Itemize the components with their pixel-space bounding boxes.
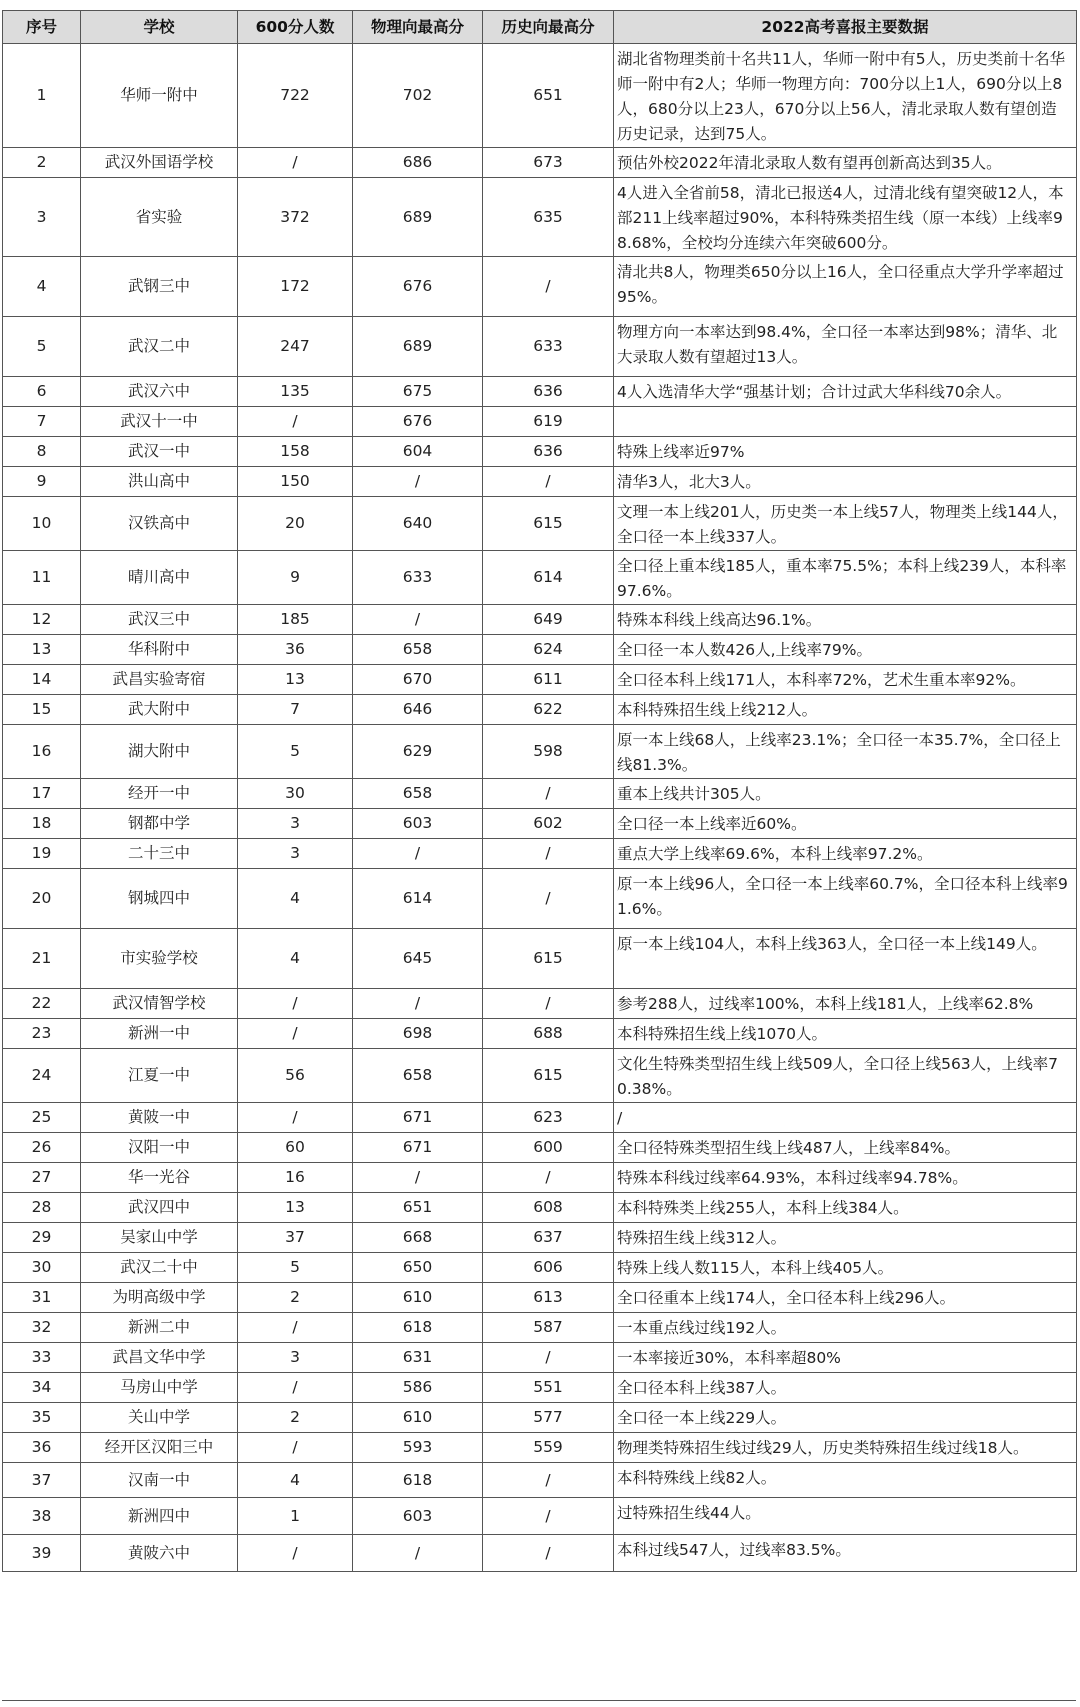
cell-highlights: 全口径上重本线185人，重本率75.5%；本科上线239人，本科率97.6%。 (614, 551, 1077, 605)
cell-600-count: 3 (238, 1343, 353, 1373)
cell-index: 20 (3, 869, 81, 929)
cell-600-count: 722 (238, 44, 353, 148)
cell-history-top: 622 (483, 695, 614, 725)
cell-school: 江夏一中 (81, 1049, 238, 1103)
cell-history-top: 551 (483, 1373, 614, 1403)
cell-highlights: 4人入选清华大学“强基计划；合计过武大华科线70余人。 (614, 377, 1077, 407)
cell-600-count: 2 (238, 1403, 353, 1433)
cell-physics-top: 676 (353, 407, 483, 437)
cell-school: 武汉情智学校 (81, 989, 238, 1019)
cell-history-top: 602 (483, 809, 614, 839)
header-index: 序号 (3, 11, 81, 44)
cell-600-count: / (238, 1103, 353, 1133)
cell-highlights: 参考288人，过线率100%，本科上线181人，上线率62.8% (614, 989, 1077, 1019)
cell-index: 11 (3, 551, 81, 605)
cell-600-count: 16 (238, 1163, 353, 1193)
table-row (3, 1193, 1077, 1223)
cell-600-count: 56 (238, 1049, 353, 1103)
cell-index: 22 (3, 989, 81, 1019)
table-row (3, 497, 1077, 551)
cell-index: 36 (3, 1433, 81, 1463)
cell-school: 武汉二十中 (81, 1253, 238, 1283)
cell-physics-top: 689 (353, 317, 483, 377)
cell-600-count: 30 (238, 779, 353, 809)
cell-school: 汉铁高中 (81, 497, 238, 551)
cell-index: 5 (3, 317, 81, 377)
cell-history-top: 633 (483, 317, 614, 377)
cell-school: 武汉二中 (81, 317, 238, 377)
cell-physics-top: 658 (353, 779, 483, 809)
cell-600-count: / (238, 1433, 353, 1463)
cell-history-top: 587 (483, 1313, 614, 1343)
table-row (3, 317, 1077, 377)
cell-history-top: / (483, 779, 614, 809)
cell-highlights: 特殊本科线过线率64.93%，本科过线率94.78%。 (614, 1163, 1077, 1193)
cell-index: 12 (3, 605, 81, 635)
cell-highlights: 一本率接近30%，本科率超80% (614, 1343, 1077, 1373)
cell-physics-top: 675 (353, 377, 483, 407)
cell-history-top: / (483, 467, 614, 497)
cell-600-count: / (238, 1373, 353, 1403)
cell-school: 武汉四中 (81, 1193, 238, 1223)
cell-history-top: 688 (483, 1019, 614, 1049)
cell-highlights: 全口径本科上线171人，本科率72%，艺术生重本率92%。 (614, 665, 1077, 695)
cell-physics-top: 686 (353, 148, 483, 178)
cell-index: 15 (3, 695, 81, 725)
cell-highlights: 全口径本科上线387人。 (614, 1373, 1077, 1403)
header-600-count: 600分人数 (238, 11, 353, 44)
cell-highlights: 一本重点线过线192人。 (614, 1313, 1077, 1343)
cell-index: 29 (3, 1223, 81, 1253)
table-row (3, 1535, 1077, 1572)
cell-school: 华一光谷 (81, 1163, 238, 1193)
table-row (3, 929, 1077, 989)
cell-highlights: 本科过线547人，过线率83.5%。 (614, 1535, 1077, 1572)
cell-school: 湖大附中 (81, 725, 238, 779)
cell-index: 27 (3, 1163, 81, 1193)
cell-school: 马房山中学 (81, 1373, 238, 1403)
cell-index: 24 (3, 1049, 81, 1103)
table-row (3, 1133, 1077, 1163)
cell-600-count: / (238, 1019, 353, 1049)
cell-physics-top: 614 (353, 869, 483, 929)
cell-physics-top: 593 (353, 1433, 483, 1463)
cell-index: 23 (3, 1019, 81, 1049)
cell-school: 武汉三中 (81, 605, 238, 635)
cell-highlights: 全口径一本上线229人。 (614, 1403, 1077, 1433)
cell-highlights: 特殊本科线上线高达96.1%。 (614, 605, 1077, 635)
cell-history-top: 635 (483, 178, 614, 257)
cell-index: 18 (3, 809, 81, 839)
table-row (3, 779, 1077, 809)
table-row (3, 605, 1077, 635)
cell-index: 39 (3, 1535, 81, 1572)
cell-index: 28 (3, 1193, 81, 1223)
table-row (3, 551, 1077, 605)
cell-highlights: / (614, 1103, 1077, 1133)
cell-school: 吴家山中学 (81, 1223, 238, 1253)
table-row (3, 695, 1077, 725)
cell-history-top: 615 (483, 1049, 614, 1103)
table-row (3, 1343, 1077, 1373)
cell-index: 1 (3, 44, 81, 148)
table-row (3, 1403, 1077, 1433)
cell-highlights: 原一本上线68人，上线率23.1%；全口径一本35.7%，全口径上线81.3%。 (614, 725, 1077, 779)
cell-600-count: 3 (238, 809, 353, 839)
cell-history-top: 651 (483, 44, 614, 148)
cell-600-count: 158 (238, 437, 353, 467)
cell-600-count: 60 (238, 1133, 353, 1163)
header-history-top: 历史向最高分 (483, 11, 614, 44)
cell-history-top: 577 (483, 1403, 614, 1433)
cell-physics-top: 618 (353, 1463, 483, 1498)
cell-history-top: 615 (483, 497, 614, 551)
cell-school: 华科附中 (81, 635, 238, 665)
cell-physics-top: 651 (353, 1193, 483, 1223)
cell-highlights: 全口径重本上线174人，全口径本科上线296人。 (614, 1283, 1077, 1313)
cell-physics-top: 646 (353, 695, 483, 725)
table-row (3, 1253, 1077, 1283)
cell-600-count: 4 (238, 929, 353, 989)
cell-highlights: 原一本上线96人，全口径一本上线率60.7%，全口径本科上线率91.6%。 (614, 869, 1077, 929)
cell-physics-top: 610 (353, 1403, 483, 1433)
cell-school: 省实验 (81, 178, 238, 257)
cell-600-count: 247 (238, 317, 353, 377)
bottom-rule (2, 1700, 1076, 1701)
table-row (3, 1373, 1077, 1403)
table-row (3, 1313, 1077, 1343)
cell-highlights: 特殊招生线上线312人。 (614, 1223, 1077, 1253)
cell-index: 8 (3, 437, 81, 467)
cell-index: 6 (3, 377, 81, 407)
cell-physics-top: 603 (353, 809, 483, 839)
cell-physics-top: 658 (353, 1049, 483, 1103)
cell-highlights (614, 407, 1077, 437)
cell-highlights: 清北共8人，物理类650分以上16人，全口径重点大学升学率超过95%。 (614, 257, 1077, 317)
cell-600-count: / (238, 148, 353, 178)
cell-600-count: 13 (238, 665, 353, 695)
cell-600-count: 36 (238, 635, 353, 665)
table-row (3, 1223, 1077, 1253)
cell-physics-top: 670 (353, 665, 483, 695)
cell-index: 17 (3, 779, 81, 809)
cell-physics-top: 629 (353, 725, 483, 779)
cell-physics-top: 610 (353, 1283, 483, 1313)
cell-index: 14 (3, 665, 81, 695)
cell-index: 4 (3, 257, 81, 317)
cell-school: 经开区汉阳三中 (81, 1433, 238, 1463)
cell-physics-top: 698 (353, 1019, 483, 1049)
table-row (3, 1433, 1077, 1463)
table-row (3, 44, 1077, 148)
cell-history-top: 623 (483, 1103, 614, 1133)
cell-index: 9 (3, 467, 81, 497)
cell-highlights: 全口径一本上线率近60%。 (614, 809, 1077, 839)
table-row (3, 437, 1077, 467)
cell-index: 34 (3, 1373, 81, 1403)
cell-school: 市实验学校 (81, 929, 238, 989)
cell-history-top: / (483, 1463, 614, 1498)
cell-600-count: 172 (238, 257, 353, 317)
cell-index: 32 (3, 1313, 81, 1343)
cell-highlights: 清华3人，北大3人。 (614, 467, 1077, 497)
cell-school: 汉阳一中 (81, 1133, 238, 1163)
cell-highlights: 预估外校2022年清北录取人数有望再创新高达到35人。 (614, 148, 1077, 178)
cell-physics-top: / (353, 467, 483, 497)
cell-600-count: 9 (238, 551, 353, 605)
cell-index: 21 (3, 929, 81, 989)
cell-600-count: 7 (238, 695, 353, 725)
cell-600-count: 4 (238, 869, 353, 929)
table-row (3, 257, 1077, 317)
cell-600-count: 135 (238, 377, 353, 407)
cell-history-top: 606 (483, 1253, 614, 1283)
cell-highlights: 重点大学上线率69.6%，本科上线率97.2%。 (614, 839, 1077, 869)
cell-history-top: / (483, 257, 614, 317)
cell-school: 洪山高中 (81, 467, 238, 497)
cell-600-count: 5 (238, 725, 353, 779)
cell-history-top: 649 (483, 605, 614, 635)
table-header-row (3, 11, 1077, 44)
cell-highlights: 本科特殊招生线上线1070人。 (614, 1019, 1077, 1049)
results-table-container (2, 10, 1076, 1572)
cell-physics-top: / (353, 839, 483, 869)
table-row (3, 1163, 1077, 1193)
cell-600-count: / (238, 1535, 353, 1572)
results-table (2, 10, 1077, 1572)
cell-history-top: 598 (483, 725, 614, 779)
cell-history-top: 614 (483, 551, 614, 605)
cell-600-count: 5 (238, 1253, 353, 1283)
cell-physics-top: 618 (353, 1313, 483, 1343)
cell-highlights: 物理类特殊招生线过线29人，历史类特殊招生线过线18人。 (614, 1433, 1077, 1463)
cell-physics-top: 604 (353, 437, 483, 467)
cell-school: 为明高级中学 (81, 1283, 238, 1313)
cell-highlights: 全口径特殊类型招生线上线487人，上线率84%。 (614, 1133, 1077, 1163)
cell-history-top: / (483, 839, 614, 869)
cell-history-top: 600 (483, 1133, 614, 1163)
cell-school: 黄陂六中 (81, 1535, 238, 1572)
cell-index: 2 (3, 148, 81, 178)
cell-school: 钢城四中 (81, 869, 238, 929)
cell-600-count: 185 (238, 605, 353, 635)
cell-school: 汉南一中 (81, 1463, 238, 1498)
cell-highlights: 湖北省物理类前十名共11人，华师一附中有5人，历史类前十名华师一附中有2人；华师一物理方向：700分以上1人，690分以上8人，680分以上23人，670分以上56人，清北录取人数有望创造历史记录，达到75人。 (614, 44, 1077, 148)
cell-school: 新洲二中 (81, 1313, 238, 1343)
cell-physics-top: 640 (353, 497, 483, 551)
cell-history-top: / (483, 989, 614, 1019)
cell-school: 关山中学 (81, 1403, 238, 1433)
cell-school: 二十三中 (81, 839, 238, 869)
cell-school: 武昌文华中学 (81, 1343, 238, 1373)
cell-index: 30 (3, 1253, 81, 1283)
cell-600-count: 3 (238, 839, 353, 869)
cell-physics-top: 631 (353, 1343, 483, 1373)
cell-history-top: 615 (483, 929, 614, 989)
cell-physics-top: 702 (353, 44, 483, 148)
cell-physics-top: / (353, 1163, 483, 1193)
cell-600-count: / (238, 989, 353, 1019)
cell-600-count: 150 (238, 467, 353, 497)
cell-highlights: 本科特殊类上线255人，本科上线384人。 (614, 1193, 1077, 1223)
header-school: 学校 (81, 11, 238, 44)
cell-school: 华师一附中 (81, 44, 238, 148)
cell-600-count: 13 (238, 1193, 353, 1223)
cell-600-count: / (238, 1313, 353, 1343)
table-row (3, 1049, 1077, 1103)
cell-index: 13 (3, 635, 81, 665)
cell-physics-top: 671 (353, 1103, 483, 1133)
table-row (3, 1019, 1077, 1049)
cell-history-top: 624 (483, 635, 614, 665)
cell-school: 经开一中 (81, 779, 238, 809)
table-row (3, 665, 1077, 695)
cell-history-top: 673 (483, 148, 614, 178)
cell-history-top: / (483, 1163, 614, 1193)
cell-highlights: 物理方向一本率达到98.4%，全口径一本率达到98%；清华、北大录取人数有望超过13人。 (614, 317, 1077, 377)
cell-physics-top: 603 (353, 1498, 483, 1535)
cell-highlights: 全口径一本人数426人,上线率79%。 (614, 635, 1077, 665)
cell-school: 新洲四中 (81, 1498, 238, 1535)
cell-history-top: 636 (483, 377, 614, 407)
cell-school: 武汉六中 (81, 377, 238, 407)
cell-physics-top: 671 (353, 1133, 483, 1163)
cell-index: 19 (3, 839, 81, 869)
cell-history-top: 608 (483, 1193, 614, 1223)
cell-physics-top: 668 (353, 1223, 483, 1253)
cell-600-count: 37 (238, 1223, 353, 1253)
cell-highlights: 文理一本上线201人，历史类一本上线57人，物理类上线144人，全口径一本上线337人。 (614, 497, 1077, 551)
cell-physics-top: / (353, 605, 483, 635)
cell-history-top: / (483, 1535, 614, 1572)
cell-highlights: 特殊上线人数115人，本科上线405人。 (614, 1253, 1077, 1283)
cell-school: 武钢三中 (81, 257, 238, 317)
cell-index: 38 (3, 1498, 81, 1535)
cell-600-count: 20 (238, 497, 353, 551)
cell-index: 37 (3, 1463, 81, 1498)
table-row (3, 869, 1077, 929)
cell-school: 钢都中学 (81, 809, 238, 839)
cell-highlights: 本科特殊线上线82人。 (614, 1463, 1077, 1498)
table-row (3, 1283, 1077, 1313)
table-row (3, 839, 1077, 869)
cell-physics-top: 633 (353, 551, 483, 605)
cell-school: 晴川高中 (81, 551, 238, 605)
table-row (3, 1463, 1077, 1498)
table-row (3, 809, 1077, 839)
cell-history-top: / (483, 1498, 614, 1535)
table-body (3, 44, 1077, 1572)
cell-school: 武汉一中 (81, 437, 238, 467)
cell-history-top: 613 (483, 1283, 614, 1313)
cell-index: 26 (3, 1133, 81, 1163)
cell-school: 新洲一中 (81, 1019, 238, 1049)
cell-highlights: 文化生特殊类型招生线上线509人，全口径上线563人，上线率70.38%。 (614, 1049, 1077, 1103)
cell-600-count: 4 (238, 1463, 353, 1498)
cell-physics-top: 586 (353, 1373, 483, 1403)
cell-highlights: 本科特殊招生线上线212人。 (614, 695, 1077, 725)
cell-index: 16 (3, 725, 81, 779)
cell-history-top: 637 (483, 1223, 614, 1253)
cell-600-count: 2 (238, 1283, 353, 1313)
cell-600-count: 372 (238, 178, 353, 257)
table-row (3, 148, 1077, 178)
cell-physics-top: 676 (353, 257, 483, 317)
table-row (3, 1103, 1077, 1133)
table-row (3, 725, 1077, 779)
cell-highlights: 原一本上线104人，本科上线363人，全口径一本上线149人。 (614, 929, 1077, 989)
cell-index: 25 (3, 1103, 81, 1133)
cell-physics-top: 689 (353, 178, 483, 257)
cell-physics-top: / (353, 1535, 483, 1572)
cell-highlights: 4人进入全省前58，清北已报送4人，过清北线有望突破12人，本部211上线率超过90%，本科特殊类招生线（原一本线）上线率98.68%，全校均分连续六年突破600分。 (614, 178, 1077, 257)
header-physics-top: 物理向最高分 (353, 11, 483, 44)
cell-history-top: / (483, 1343, 614, 1373)
cell-physics-top: / (353, 989, 483, 1019)
cell-index: 7 (3, 407, 81, 437)
cell-index: 10 (3, 497, 81, 551)
cell-index: 33 (3, 1343, 81, 1373)
table-row (3, 377, 1077, 407)
cell-school: 武大附中 (81, 695, 238, 725)
table-row (3, 178, 1077, 257)
cell-history-top: 611 (483, 665, 614, 695)
table-row (3, 1498, 1077, 1535)
cell-history-top: 559 (483, 1433, 614, 1463)
cell-history-top: 636 (483, 437, 614, 467)
table-row (3, 989, 1077, 1019)
cell-physics-top: 650 (353, 1253, 483, 1283)
cell-highlights: 过特殊招生线44人。 (614, 1498, 1077, 1535)
cell-history-top: 619 (483, 407, 614, 437)
cell-index: 31 (3, 1283, 81, 1313)
table-row (3, 635, 1077, 665)
cell-600-count: / (238, 407, 353, 437)
cell-physics-top: 658 (353, 635, 483, 665)
cell-school: 武昌实验寄宿 (81, 665, 238, 695)
cell-school: 黄陂一中 (81, 1103, 238, 1133)
cell-600-count: 1 (238, 1498, 353, 1535)
cell-history-top: / (483, 869, 614, 929)
cell-school: 武汉外国语学校 (81, 148, 238, 178)
cell-highlights: 重本上线共计305人。 (614, 779, 1077, 809)
cell-highlights: 特殊上线率近97% (614, 437, 1077, 467)
table-row (3, 407, 1077, 437)
header-highlights: 2022高考喜报主要数据 (614, 11, 1077, 44)
table-row (3, 467, 1077, 497)
cell-index: 35 (3, 1403, 81, 1433)
cell-index: 3 (3, 178, 81, 257)
cell-physics-top: 645 (353, 929, 483, 989)
cell-school: 武汉十一中 (81, 407, 238, 437)
